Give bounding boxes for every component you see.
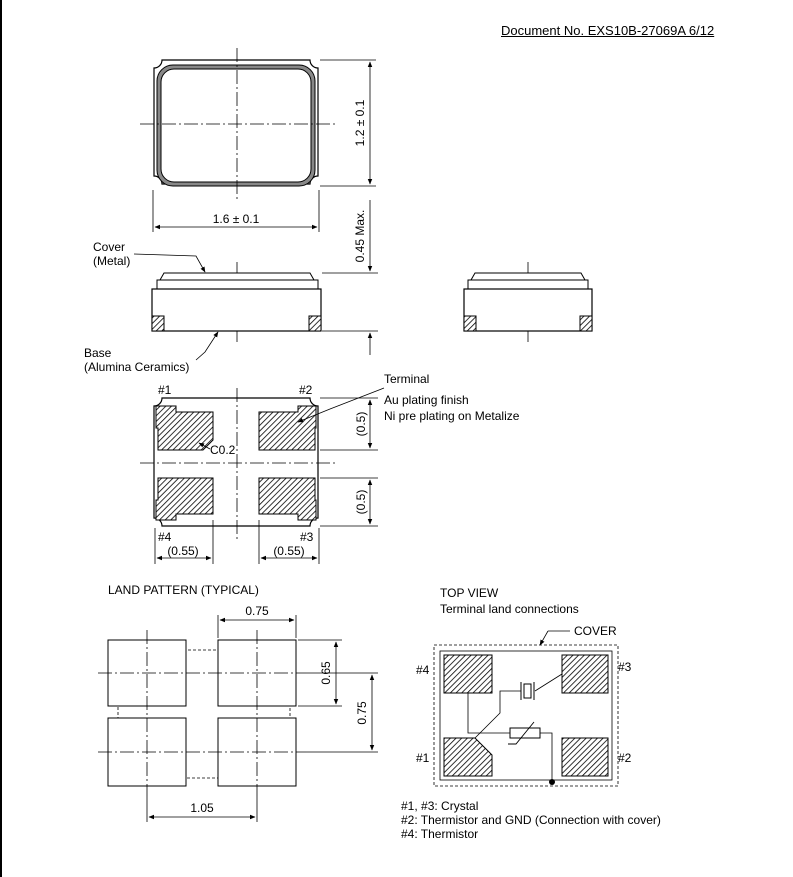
bottom-pad-1 — [156, 406, 213, 450]
top-pad-3 — [562, 655, 608, 693]
document-number: Document No. EXS10B-27069A 6/12 — [501, 23, 715, 38]
bottom-pad-4 — [156, 478, 213, 520]
base-label: Base — [84, 346, 112, 360]
top-view-title: TOP VIEW — [440, 586, 499, 600]
pad-width-right-dim: (0.55) — [273, 544, 305, 558]
bottom-pin1-label: #1 — [158, 383, 172, 397]
top-pad-4 — [444, 655, 492, 693]
package-bottom-view — [140, 388, 384, 564]
base-material-label: (Alumina Ceramics) — [84, 360, 190, 374]
legend-item-thermistor: #4: Thermistor — [401, 827, 479, 841]
land-pattern-title: LAND PATTERN (TYPICAL) — [108, 583, 259, 597]
terminal-label: Terminal — [384, 372, 430, 386]
pad-width-left-dim: (0.55) — [167, 544, 199, 558]
cover-material-label: (Metal) — [93, 254, 131, 268]
chamfer-label: C0.2 — [210, 443, 236, 457]
bottom-pad-3 — [259, 478, 316, 520]
height-dimension: 1.2 ± 0.1 — [353, 99, 367, 147]
thickness-dimension: 0.45 Max. — [353, 209, 367, 263]
bottom-pin4-label: #4 — [158, 530, 172, 544]
legend-item-crystal: #1, #3: Crystal — [401, 799, 479, 813]
top-view-subtitle: Terminal land connections — [440, 602, 579, 616]
legend-item-thermistor-gnd: #2: Thermistor and GND (Connection with cover) — [401, 813, 661, 827]
package-top-view — [140, 48, 376, 232]
top-pad-2 — [562, 738, 608, 776]
top-pad-1 — [444, 738, 492, 776]
land-pad-width-dim: 0.75 — [245, 604, 269, 618]
terminal-preplating-label: Ni pre plating on Metalize — [384, 409, 520, 423]
bottom-pin2-label: #2 — [299, 383, 313, 397]
pad-height-top-dim: (0.5) — [354, 411, 368, 437]
bottom-pin3-label: #3 — [300, 530, 314, 544]
top-pin3-label: #3 — [618, 660, 632, 674]
package-end-view — [464, 262, 592, 342]
top-pin1-label: #1 — [416, 751, 430, 765]
bottom-pad-2 — [259, 406, 316, 450]
pad-height-bottom-dim: (0.5) — [354, 489, 368, 515]
land-pitch-y-dim: 0.75 — [355, 701, 369, 725]
top-pin2-label: #2 — [618, 751, 632, 765]
width-dimension: 1.6 ± 0.1 — [212, 212, 260, 226]
cover-label-topview: COVER — [574, 624, 617, 638]
land-pad-height-dim: 0.65 — [319, 661, 333, 685]
top-view-connection-diagram — [434, 631, 618, 786]
land-pattern-drawing — [98, 615, 378, 822]
top-pin4-label: #4 — [416, 663, 430, 677]
terminal-finish-label: Au plating finish — [384, 393, 469, 407]
cover-label: Cover — [93, 240, 126, 254]
land-pitch-x-dim: 1.05 — [190, 801, 214, 815]
